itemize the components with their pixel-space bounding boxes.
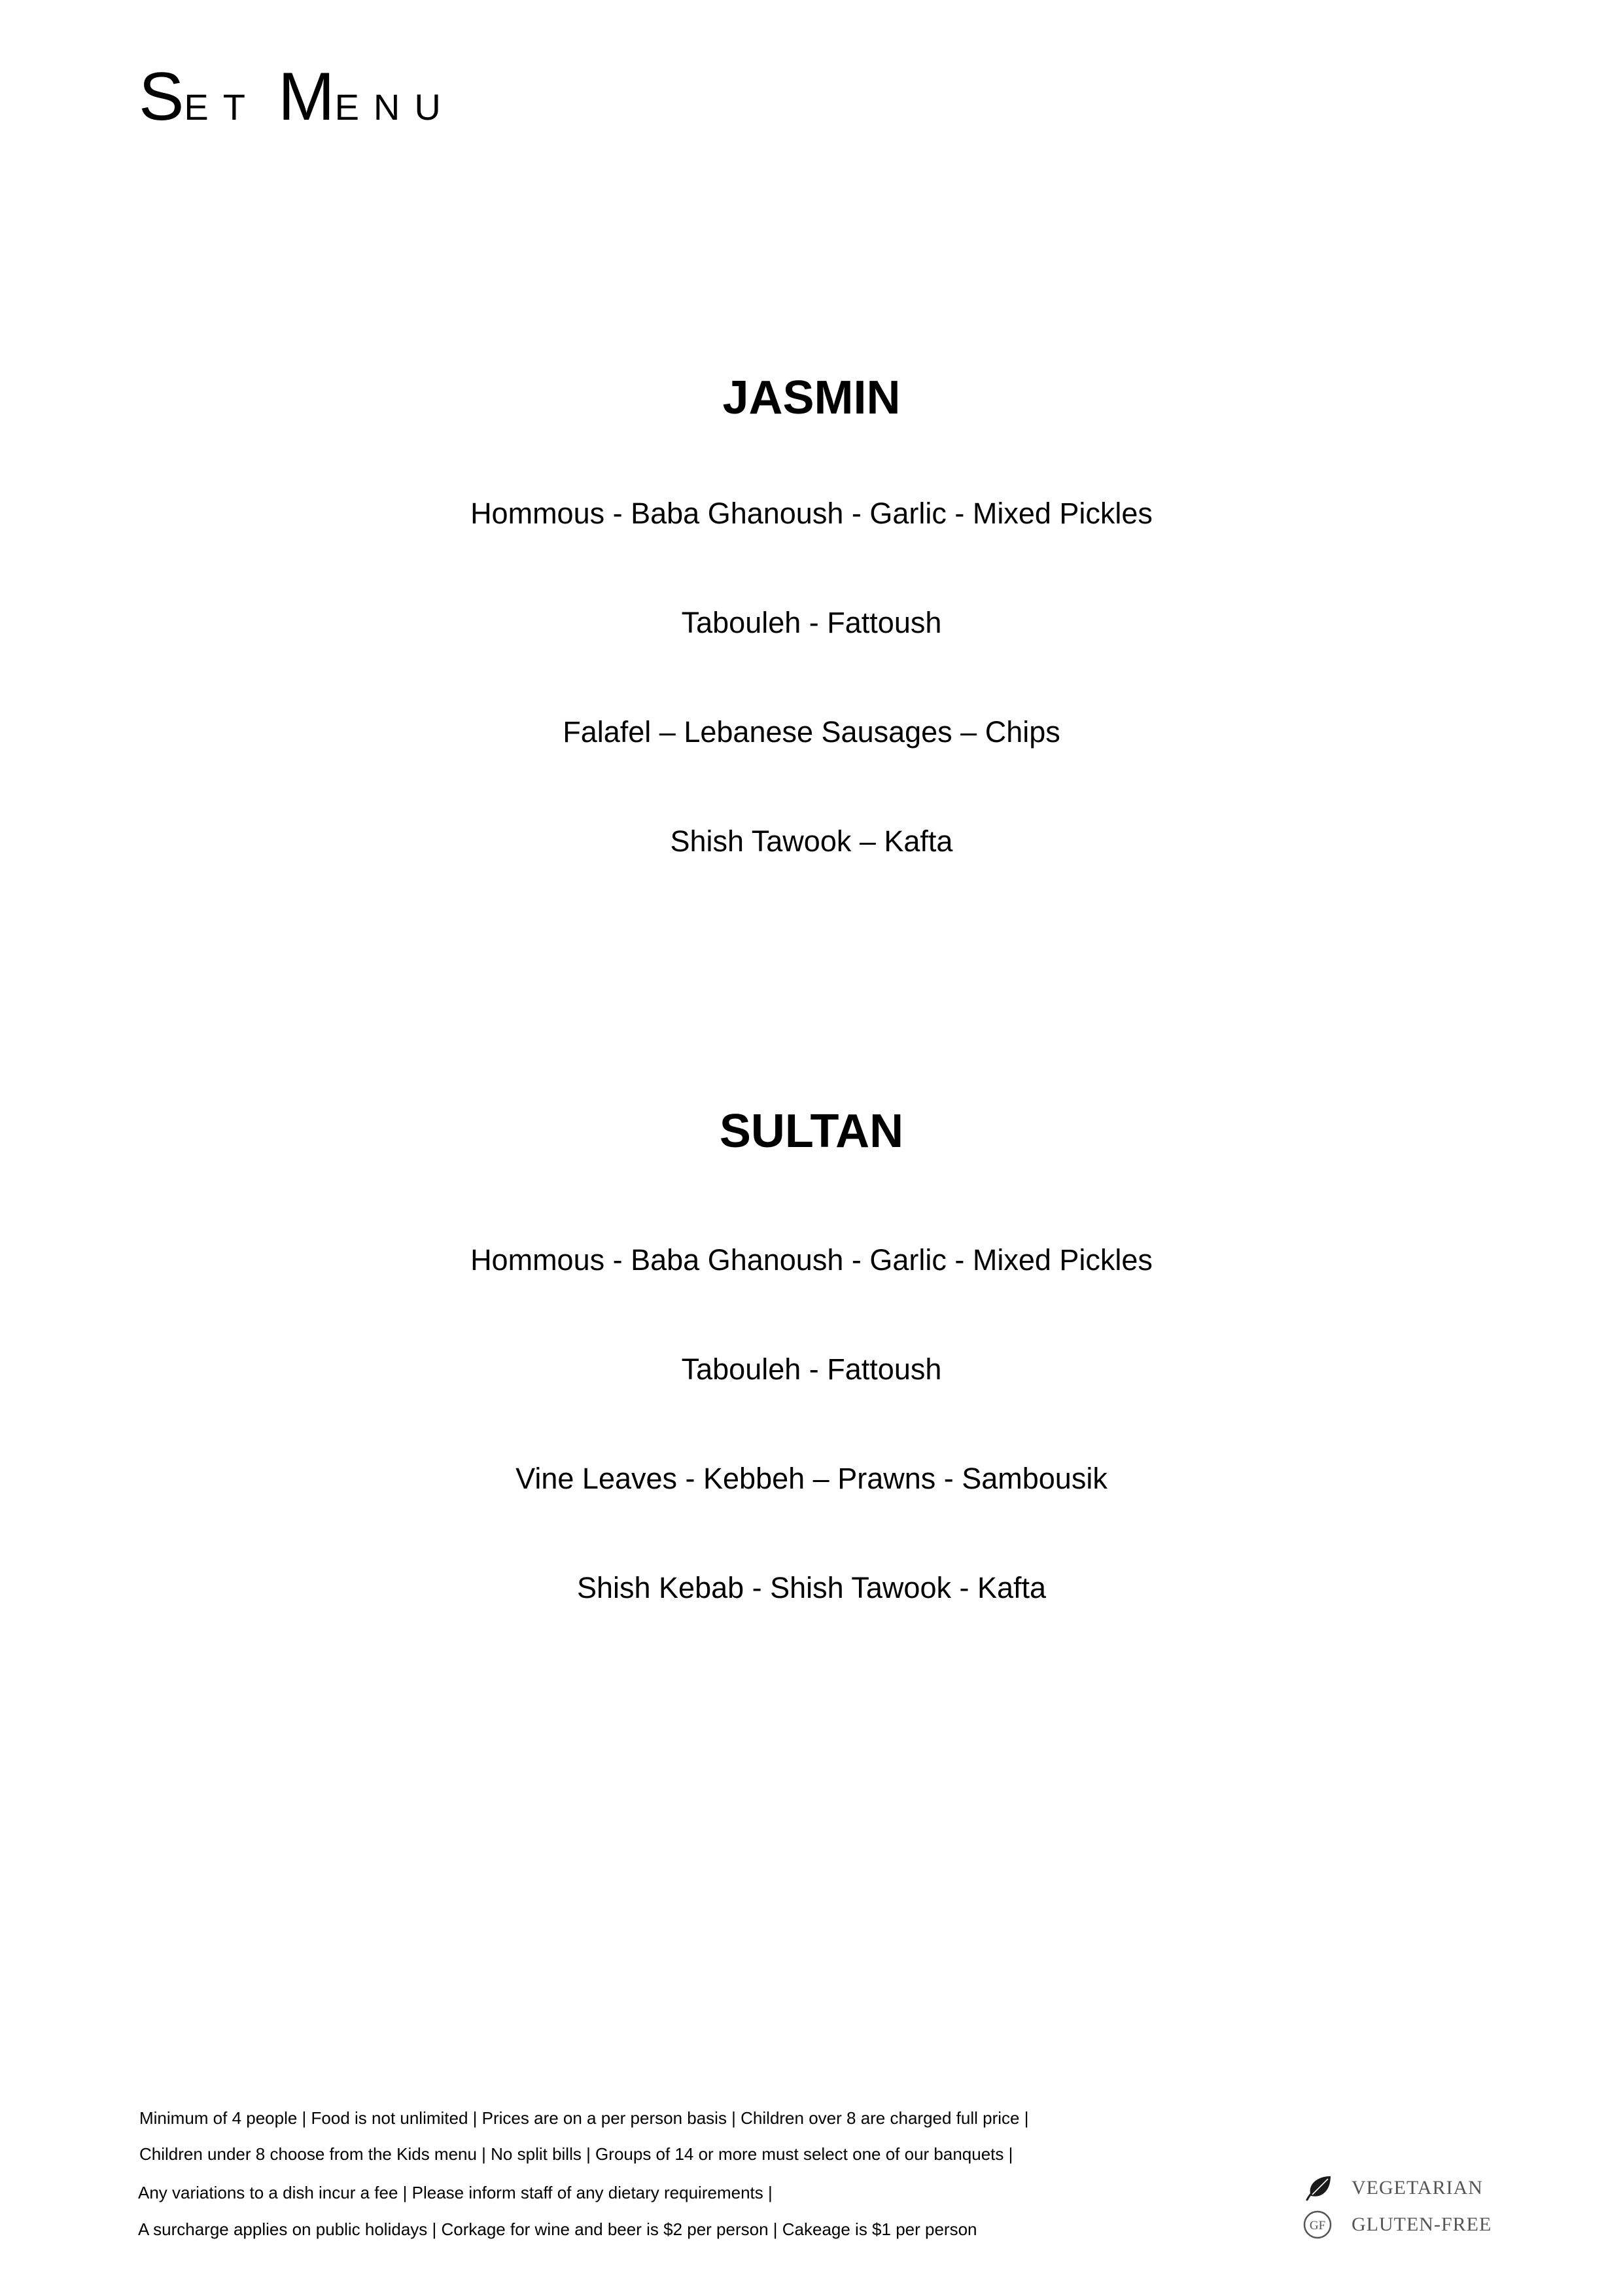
page-title-rest-set: ET: [184, 86, 260, 128]
footer-note-line: A surcharge applies on public holidays | Corkage for wine and beer is $2 per person | Cakeage is $1 per person: [138, 2219, 977, 2239]
legend-label-vegetarian: VEGETARIAN: [1352, 2177, 1483, 2199]
legend-gluten-free: [1302, 2209, 1492, 2240]
footer-note-line: Any variations to a dish incur a fee | Please inform staff of any dietary requirements |: [138, 2183, 773, 2202]
menu-heading-jasmin: JASMIN: [722, 372, 901, 424]
gf-circle-icon: [1302, 2209, 1333, 2240]
menu-item: Hommous - Baba Ghanoush - Garlic - Mixed Pickles: [470, 1243, 1153, 1277]
menu-item: Shish Tawook – Kafta: [670, 824, 953, 858]
footer-note-line: Minimum of 4 people | Food is not unlimited | Prices are on a per person basis | Children over 8 are charged full price |: [139, 2108, 1029, 2128]
legend-label-gluten-free: GLUTEN-FREE: [1352, 2214, 1492, 2235]
page-title: [139, 59, 455, 135]
menu-item: Tabouleh - Fattoush: [681, 606, 942, 639]
page-title-letter-m: M: [277, 59, 335, 135]
menu-item: Falafel – Lebanese Sausages – Chips: [563, 715, 1060, 749]
page-title-letter-s: S: [139, 59, 184, 135]
page-title-rest-menu: ENU: [334, 86, 455, 128]
gf-icon-text: GF: [1309, 2219, 1326, 2233]
menu-item: Hommous - Baba Ghanoush - Garlic - Mixed Pickles: [470, 497, 1153, 530]
leaf-icon: [1302, 2172, 1333, 2204]
menu-item: Tabouleh - Fattoush: [681, 1352, 942, 1386]
legend-vegetarian: [1302, 2172, 1483, 2204]
footer-note-line: Children under 8 choose from the Kids menu | No split bills | Groups of 14 or more must select one of our banquets |: [139, 2144, 1013, 2164]
menu-item: Vine Leaves - Kebbeh – Prawns - Sambousik: [515, 1462, 1108, 1495]
menu-heading-sultan: SULTAN: [719, 1105, 904, 1157]
menu-item: Shish Kebab - Shish Tawook - Kafta: [576, 1571, 1047, 1604]
